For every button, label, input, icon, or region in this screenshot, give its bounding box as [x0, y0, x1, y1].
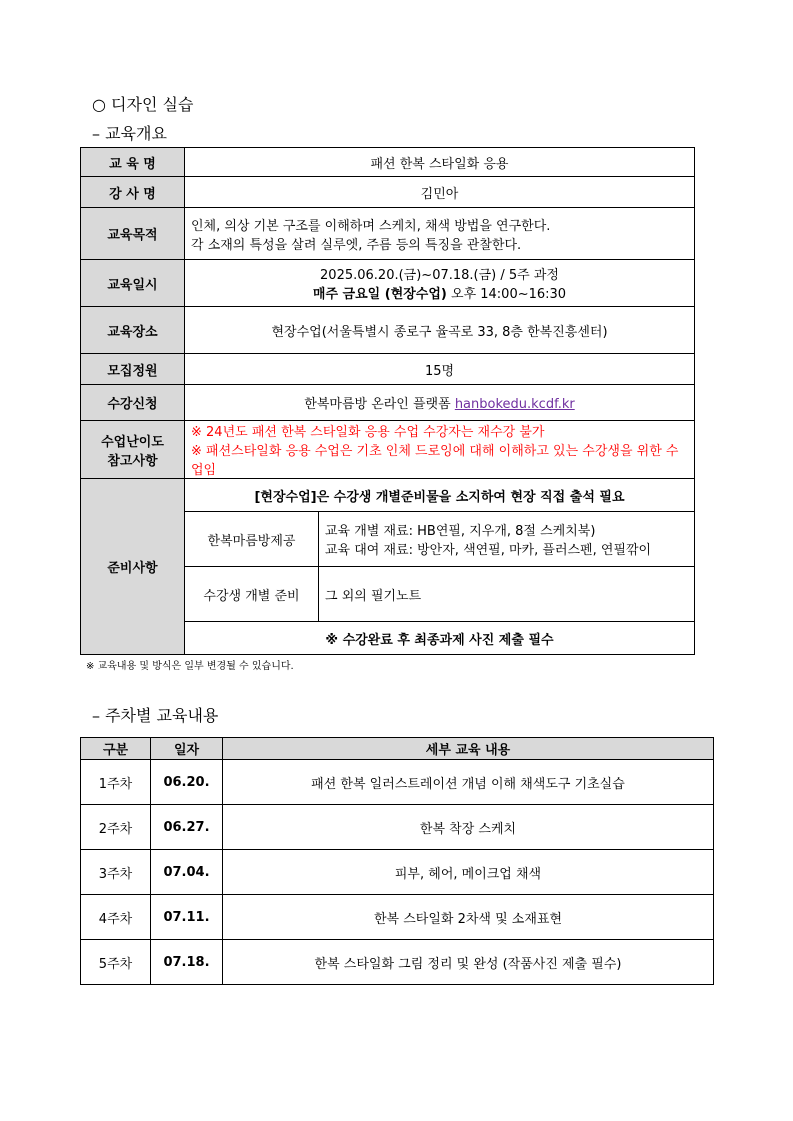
difficulty-label-line-2: 참고사항 [107, 453, 158, 469]
difficulty-label-line-1: 수업난이도 [101, 434, 164, 450]
week-cell: 1주차 [81, 760, 151, 805]
prep-provided-label: 한복마름방제공 [185, 512, 319, 567]
capacity-label: 모집정원 [81, 354, 185, 385]
prep-student-label: 수강생 개별 준비 [185, 567, 319, 622]
content-cell: 한복 스타일화 2차색 및 소재표현 [223, 895, 714, 940]
row-purpose [81, 208, 695, 260]
header-week: 구분 [81, 738, 151, 760]
row-course-name [81, 148, 695, 177]
schedule-time: 오후 14:00~16:30 [446, 287, 567, 302]
row-difficulty [81, 421, 695, 479]
change-notice: ※ 교육내용 및 방식은 일부 변경될 수 있습니다. [86, 661, 294, 672]
difficulty-label [81, 421, 185, 479]
row-place [81, 307, 695, 354]
week-cell: 3주차 [81, 850, 151, 895]
difficulty-line-2: ※ 패션스타일화 응용 수업은 기초 인체 드로잉에 대해 이해하고 있는 수강생을 위한 수업임 [191, 444, 679, 478]
prep-footer: ※ 수강완료 후 최종과제 사진 제출 필수 [185, 622, 695, 655]
header-content: 세부 교육 내용 [223, 738, 714, 760]
schedule-label: 교육일시 [81, 260, 185, 307]
purpose-value [185, 208, 695, 260]
date-cell: 07.04. [151, 850, 223, 895]
header-date: 일자 [151, 738, 223, 760]
instructor-value: 김민아 [185, 177, 695, 208]
weekly-header-row [81, 738, 714, 760]
table-row [81, 940, 714, 985]
table-row [81, 850, 714, 895]
course-info-table [80, 147, 695, 655]
row-capacity [81, 354, 695, 385]
content-cell: 피부, 헤어, 메이크업 채색 [223, 850, 714, 895]
date-cell: 07.18. [151, 940, 223, 985]
date-cell: 06.20. [151, 760, 223, 805]
row-prep-header [81, 479, 695, 512]
course-name-value: 패션 한복 스타일화 응용 [185, 148, 695, 177]
prep-label: 준비사항 [81, 479, 185, 655]
apply-label: 수강신청 [81, 385, 185, 421]
purpose-line-1: 인체, 의상 기본 구조를 이해하며 스케치, 채색 방법을 연구한다. [191, 218, 551, 234]
date-cell: 07.11. [151, 895, 223, 940]
prep-header: [현장수업]은 수강생 개별준비물을 소지하여 현장 직접 출석 필요 [185, 479, 695, 512]
table-row [81, 760, 714, 805]
week-cell: 2주차 [81, 805, 151, 850]
capacity-value: 15명 [185, 354, 695, 385]
prep-student-value: 그 외의 필기노트 [319, 567, 695, 622]
section-heading-design: ○ 디자인 실습 [92, 95, 194, 114]
row-instructor [81, 177, 695, 208]
place-label: 교육장소 [81, 307, 185, 354]
content-cell: 한복 착장 스케치 [223, 805, 714, 850]
date-cell: 06.27. [151, 805, 223, 850]
place-value: 현장수업(서울특별시 종로구 율곡로 33, 8층 한복진흥센터) [185, 307, 695, 354]
prep-provided-line-1: 교육 개별 재료: HB연필, 지우개, 8절 스케치북) [325, 524, 596, 539]
purpose-label: 교육목적 [81, 208, 185, 260]
table-row [81, 895, 714, 940]
week-cell: 5주차 [81, 940, 151, 985]
table-row [81, 805, 714, 850]
difficulty-line-1: ※ 24년도 패션 한복 스타일화 응용 수업 수강자는 재수강 불가 [191, 425, 545, 440]
apply-value [185, 385, 695, 421]
instructor-label: 강 사 명 [81, 177, 185, 208]
weekly-schedule-table [80, 737, 714, 985]
apply-text: 한복마름방 온라인 플랫폼 [304, 397, 455, 412]
row-schedule [81, 260, 695, 307]
schedule-value [185, 260, 695, 307]
schedule-weekday: 매주 금요일 (현장수업) [312, 287, 447, 302]
content-cell: 한복 스타일화 그림 정리 및 완성 (작품사진 제출 필수) [223, 940, 714, 985]
content-cell: 패션 한복 일러스트레이션 개념 이해 채색도구 기초실습 [223, 760, 714, 805]
row-apply [81, 385, 695, 421]
week-cell: 4주차 [81, 895, 151, 940]
course-name-label: 교 육 명 [81, 148, 185, 177]
schedule-line-1: 2025.06.20.(금)~07.18.(금) / 5주 과정 [320, 268, 559, 283]
section-heading-overview: – 교육개요 [92, 124, 167, 143]
section-heading-weekly: – 주차별 교육내용 [92, 706, 219, 725]
purpose-line-2: 각 소재의 특성을 살려 실루엣, 주름 등의 특징을 관찰한다. [191, 237, 522, 253]
schedule-line-2 [191, 283, 688, 302]
prep-provided-value [319, 512, 695, 567]
prep-provided-line-2: 교육 대여 재료: 방안자, 색연필, 마카, 플러스펜, 연필깎이 [325, 543, 652, 558]
apply-link[interactable]: hanbokedu.kcdf.kr [454, 397, 575, 412]
difficulty-value [185, 421, 695, 479]
